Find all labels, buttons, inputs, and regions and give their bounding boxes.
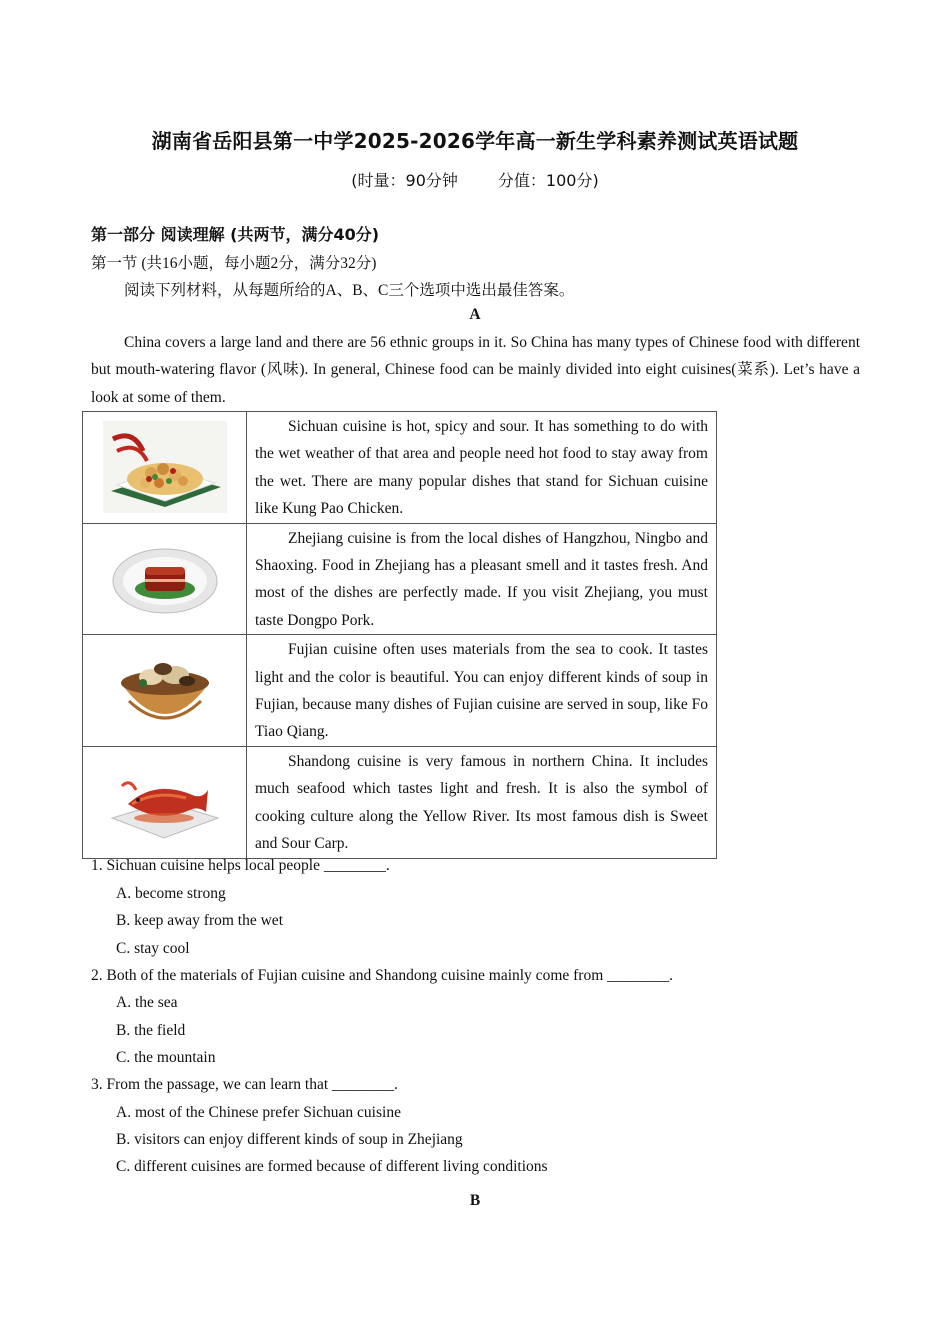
cuisine-table <box>82 411 717 859</box>
exam-title: 湖南省岳阳县第一中学2025-2026学年高一新生学科素养测试英语试题 <box>151 129 799 153</box>
question-1-option-a: A. become strong <box>116 885 226 902</box>
image-cell <box>83 635 247 747</box>
section1-heading: 第一节 (共16小题，每小题2分，满分32分) <box>91 255 377 272</box>
image-cell <box>83 412 247 524</box>
question-3: 3. From the passage, we can learn that ________. <box>91 1076 398 1093</box>
question-3-option-b: B. visitors can enjoy different kinds of soup in Zhejiang <box>116 1131 463 1148</box>
table-row <box>83 746 717 858</box>
cuisine-description: Fujian cuisine often uses materials from the sea to cook. It tastes light and the color is beautiful. You can enjoy different kinds of soup in Fujian, because many dishes of Fujian cuisine are served in soup, like Fo Tiao Qiang. <box>247 635 717 747</box>
kung-pao-chicken-image <box>103 421 227 513</box>
question-2-option-b: B. the field <box>116 1022 186 1039</box>
exam-time: (时量：90分钟 <box>351 171 458 190</box>
question-1-option-b: B. keep away from the wet <box>116 912 283 929</box>
question-1: 1. Sichuan cuisine helps local people ________. <box>91 857 390 874</box>
table-row <box>83 523 717 635</box>
question-2-option-a: A. the sea <box>116 994 178 1011</box>
passage-a-label: A <box>469 306 481 323</box>
cuisine-description: Shandong cuisine is very famous in northern China. It includes much seafood which tastes light and fresh. It is also the symbol of cooking culture along the Yellow River. Its most famous dish is Sweet and Sour Carp. <box>247 746 717 858</box>
part1-heading: 第一部分 阅读理解 (共两节，满分40分) <box>91 225 380 244</box>
image-cell <box>83 746 247 858</box>
table-row <box>83 412 717 524</box>
fo-tiao-qiang-image <box>115 649 215 733</box>
question-3-option-c: C. different cuisines are formed because of different living conditions <box>116 1158 548 1175</box>
cuisine-description: Sichuan cuisine is hot, spicy and sour. It has something to do with the wet weather of that area and people need hot food to stay away from the wet. There are many popular dishes that stand for Sichuan cuisine like Kung Pao Chicken. <box>247 412 717 524</box>
passage-a-intro: China covers a large land and there are 56 ethnic groups in it. So China has many types of Chinese food with different but mouth-watering flavor (风味). In general, Chinese food can be mainly divided into eight cuisines(菜系). Let’s have a look at some of them. <box>91 334 860 406</box>
question-2: 2. Both of the materials of Fujian cuisine and Shandong cuisine mainly come from ________. <box>91 967 674 984</box>
dongpo-pork-image <box>109 539 221 619</box>
passage-b-label: B <box>469 1192 481 1209</box>
question-1-option-c: C. stay cool <box>116 940 190 957</box>
table-row <box>83 635 717 747</box>
exam-subtitle <box>0 168 950 191</box>
sweet-sour-carp-image <box>108 760 222 844</box>
image-cell <box>83 523 247 635</box>
cuisine-description: Zhejiang cuisine is from the local dishes of Hangzhou, Ningbo and Shaoxing. Food in Zhejiang has a pleasant smell and it tastes fresh. And most of the dishes are perfectly made. If you visit Zhejiang, you must taste Dongpo Pork. <box>247 523 717 635</box>
question-2-option-c: C. the mountain <box>116 1049 216 1066</box>
instruction: 阅读下列材料，从每题所给的A、B、C三个选项中选出最佳答案。 <box>124 282 575 299</box>
exam-score: 分值：100分) <box>497 171 599 190</box>
question-3-option-a: A. most of the Chinese prefer Sichuan cuisine <box>116 1104 401 1121</box>
